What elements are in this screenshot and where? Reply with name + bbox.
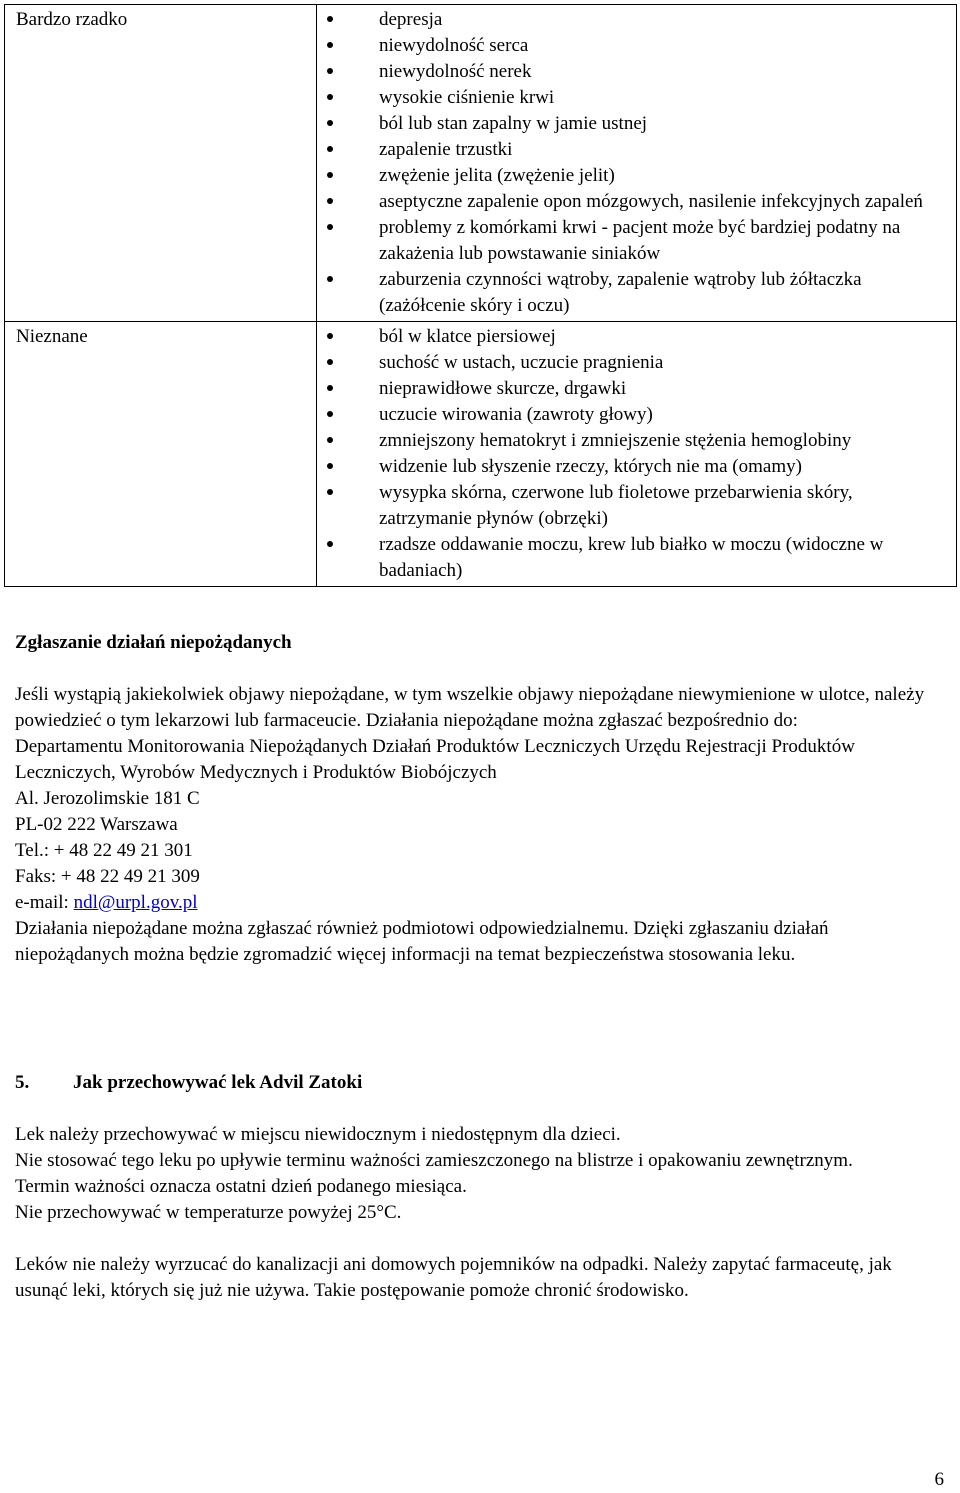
fax-line: Faks: + 48 22 49 21 309 [15, 866, 200, 887]
bullet-icon [327, 276, 333, 282]
list-item: rzadsze oddawanie moczu, krew lub białko w moczu (widoczne w badaniach) [317, 532, 946, 584]
bullet-icon [327, 489, 333, 495]
list-item: problemy z komórkami krwi - pacjent może być bardziej podatny na zakażenia lub powstawanie siniaków [317, 215, 946, 267]
effects-list [317, 324, 946, 584]
bullet-icon [327, 224, 333, 230]
effects-list [317, 7, 946, 319]
list-item: ból w klatce piersiowej [317, 324, 946, 350]
list-item: wysokie ciśnienie krwi [317, 85, 946, 111]
storage-line: Nie przechowywać w temperaturze powyżej 25°C. [15, 1202, 402, 1223]
list-item: zaburzenia czynności wątroby, zapalenie wątroby lub żółtaczka (zażółcenie skóry i oczu) [317, 267, 946, 319]
bullet-icon [327, 120, 333, 126]
list-item: widzenie lub słyszenie rzeczy, których nie ma (omamy) [317, 454, 946, 480]
address-line: Al. Jerozolimskie 181 C [15, 788, 200, 809]
page-number: 6 [934, 1469, 944, 1490]
bullet-icon [327, 385, 333, 391]
section-heading [15, 1070, 945, 1096]
reporting-closing: Działania niepożądane można zgłaszać również podmiotowi odpowiedzialnemu. Dzięki zgłaszaniu działań niepożądanych można będzie zgromadzić więcej informacji na temat bezpieczeństwa stosowania leku. [15, 918, 829, 965]
effects-cell [317, 5, 957, 322]
department-name: Departamentu Monitorowania Niepożądanych Działań Produktów Leczniczych Urzędu Rejestracji Produktów Leczniczych, Wyrobów Medycznych i Produktów Biobójczych [15, 736, 855, 783]
list-item: niewydolność nerek [317, 59, 946, 85]
bullet-icon [327, 16, 333, 22]
table-row [5, 322, 957, 587]
list-item: nieprawidłowe skurcze, drgawki [317, 376, 946, 402]
storage-line: Nie stosować tego leku po upływie terminu ważności zamieszczonego na blistrze i opakowaniu zewnętrznym. [15, 1150, 853, 1171]
bullet-icon [327, 437, 333, 443]
section-number: 5. [15, 1072, 30, 1093]
bullet-icon [327, 172, 333, 178]
bullet-icon [327, 463, 333, 469]
section-title: Jak przechowywać lek Advil Zatoki [73, 1072, 363, 1093]
reporting-intro: Jeśli wystąpią jakiekolwiek objawy niepożądane, w tym wszelkie objawy niepożądane niewymienione w ulotce, należy powiedzieć o tym lekarzowi lub farmaceucie. Działania niepożądane można zgłaszać bezpośrednio do: [15, 684, 925, 731]
bullet-icon [327, 42, 333, 48]
list-item: aseptyczne zapalenie opon mózgowych, nasilenie infekcyjnych zapaleń [317, 189, 946, 215]
table-row [5, 5, 957, 322]
side-effects-table [4, 4, 957, 587]
phone-line: Tel.: + 48 22 49 21 301 [15, 840, 193, 861]
email-link[interactable]: ndl@urpl.gov.pl [73, 892, 198, 913]
disposal-text: Leków nie należy wyrzucać do kanalizacji ani domowych pojemników na odpadki. Należy zapytać farmaceutę, jak usunąć leki, których się już nie używa. Takie postępowanie pomoże chronić środowisko. [15, 1254, 892, 1301]
bullet-icon [327, 359, 333, 365]
storage-line: Termin ważności oznacza ostatni dzień podanego miesiąca. [15, 1176, 467, 1197]
list-item: zmniejszony hematokryt i zmniejszenie stężenia hemoglobiny [317, 428, 946, 454]
bullet-icon [327, 333, 333, 339]
bullet-icon [327, 541, 333, 547]
list-item: zapalenie trzustki [317, 137, 946, 163]
bullet-icon [327, 68, 333, 74]
list-item: uczucie wirowania (zawroty głowy) [317, 402, 946, 428]
frequency-cell: Bardzo rzadko [5, 5, 317, 322]
reporting-heading: Zgłaszanie działań niepożądanych [15, 632, 292, 653]
list-item: niewydolność serca [317, 33, 946, 59]
list-item: suchość w ustach, uczucie pragnienia [317, 350, 946, 376]
list-item: zwężenie jelita (zwężenie jelit) [317, 163, 946, 189]
storage-line: Lek należy przechowywać w miejscu niewidocznym i niedostępnym dla dzieci. [15, 1124, 621, 1145]
list-item: wysypka skórna, czerwone lub fioletowe przebarwienia skóry, zatrzymanie płynów (obrzęki) [317, 480, 946, 532]
reporting-section [15, 630, 945, 968]
bullet-icon [327, 411, 333, 417]
list-item: ból lub stan zapalny w jamie ustnej [317, 111, 946, 137]
email-label: e-mail: [15, 892, 74, 913]
bullet-icon [327, 94, 333, 100]
effects-cell [317, 322, 957, 587]
bullet-icon [327, 146, 333, 152]
email-line [15, 890, 945, 916]
city-line: PL-02 222 Warszawa [15, 814, 178, 835]
section-5 [15, 1070, 945, 1304]
list-item: depresja [317, 7, 946, 33]
bullet-icon [327, 198, 333, 204]
frequency-cell: Nieznane [5, 322, 317, 587]
